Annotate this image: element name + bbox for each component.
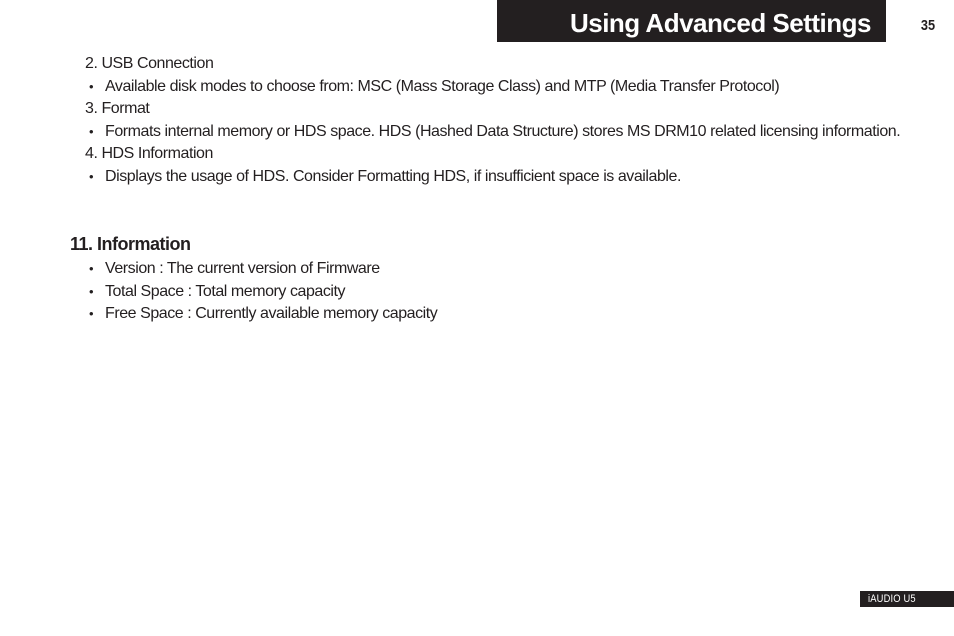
hds-information-bullet (89, 167, 681, 187)
hds-information-text: Displays the usage of HDS. Consider Formatting HDS, if insufficient space is available. (105, 168, 681, 185)
free-space-text: Free Space : Currently available memory capacity (105, 305, 438, 322)
version-text: Version : The current version of Firmware (105, 260, 380, 277)
page-number: 35 (920, 17, 936, 34)
information-section-heading: 11. Information (70, 234, 191, 254)
bullet-icon: • (89, 79, 94, 94)
bullet-icon: • (89, 284, 94, 299)
version-bullet (89, 259, 380, 279)
bullet-icon: • (89, 306, 94, 321)
usb-connection-heading: 2. USB Connection (85, 55, 214, 72)
total-space-bullet (89, 282, 345, 302)
page-title: Using Advanced Settings (569, 8, 871, 38)
page-header-bar (497, 0, 886, 42)
total-space-text: Total Space : Total memory capacity (105, 283, 346, 300)
format-bullet (89, 122, 900, 142)
usb-connection-bullet (89, 77, 779, 97)
footer-product-name: iAUDIO U5 (868, 592, 916, 605)
bullet-icon: • (89, 124, 94, 139)
free-space-bullet (89, 304, 437, 324)
bullet-icon: • (89, 261, 94, 276)
usb-connection-text: Available disk modes to choose from: MSC (Mass Storage Class) and MTP (Media Transfer Protocol) (105, 78, 780, 95)
footer-product-badge (860, 591, 954, 607)
bullet-icon: • (89, 169, 94, 184)
format-heading: 3. Format (85, 100, 150, 117)
hds-information-heading: 4. HDS Information (85, 145, 213, 162)
format-text: Formats internal memory or HDS space. HDS (Hashed Data Structure) stores MS DRM10 related licensing information. (105, 123, 901, 140)
